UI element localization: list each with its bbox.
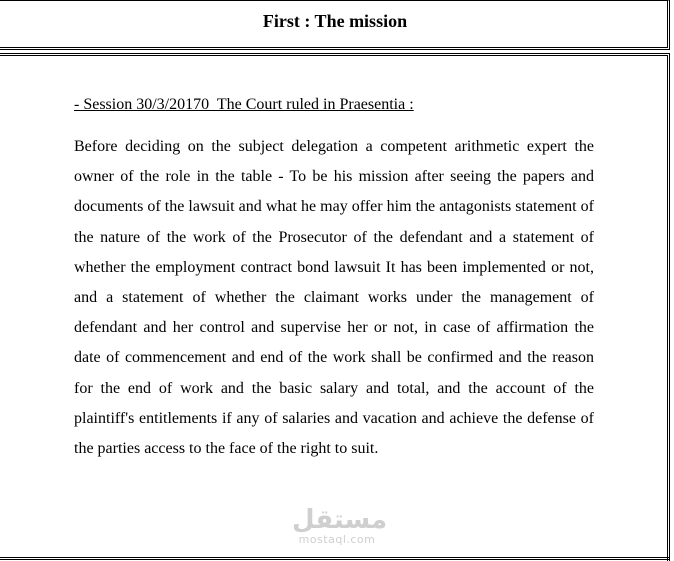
mission-paragraph: Before deciding on the subject delegation a competent arithmetic expert the owner of the role in the table - To be his mission after seeing the papers and documents of the lawsuit and what he may offer him the antagonists statement of the nature of the work of the Prosecutor of the defendant and a statement of whether the employment contract bond lawsuit It has been implemented or not, and a statement of whether the claimant works under the management of defendant and her control and supervise her or not, in case of affirmation the date of commencement and end of the work shall be confirmed and the reason for the end of work and the basic salary and total, and the account of the plaintiff's entitlements if any of salaries and vacation and achieve the defense of the parties access to the face of the right to suit. — [74, 138, 594, 458]
watermark-logo: مستقل — [292, 505, 388, 535]
header-box — [0, 0, 670, 50]
bottom-divider — [0, 557, 670, 560]
watermark — [292, 505, 388, 546]
session-heading: - Session 30/3/20170 The Court ruled in Praesentia : — [74, 96, 414, 113]
page-title: First : The mission — [262, 11, 408, 31]
watermark-url: mostaql.com — [298, 533, 376, 546]
